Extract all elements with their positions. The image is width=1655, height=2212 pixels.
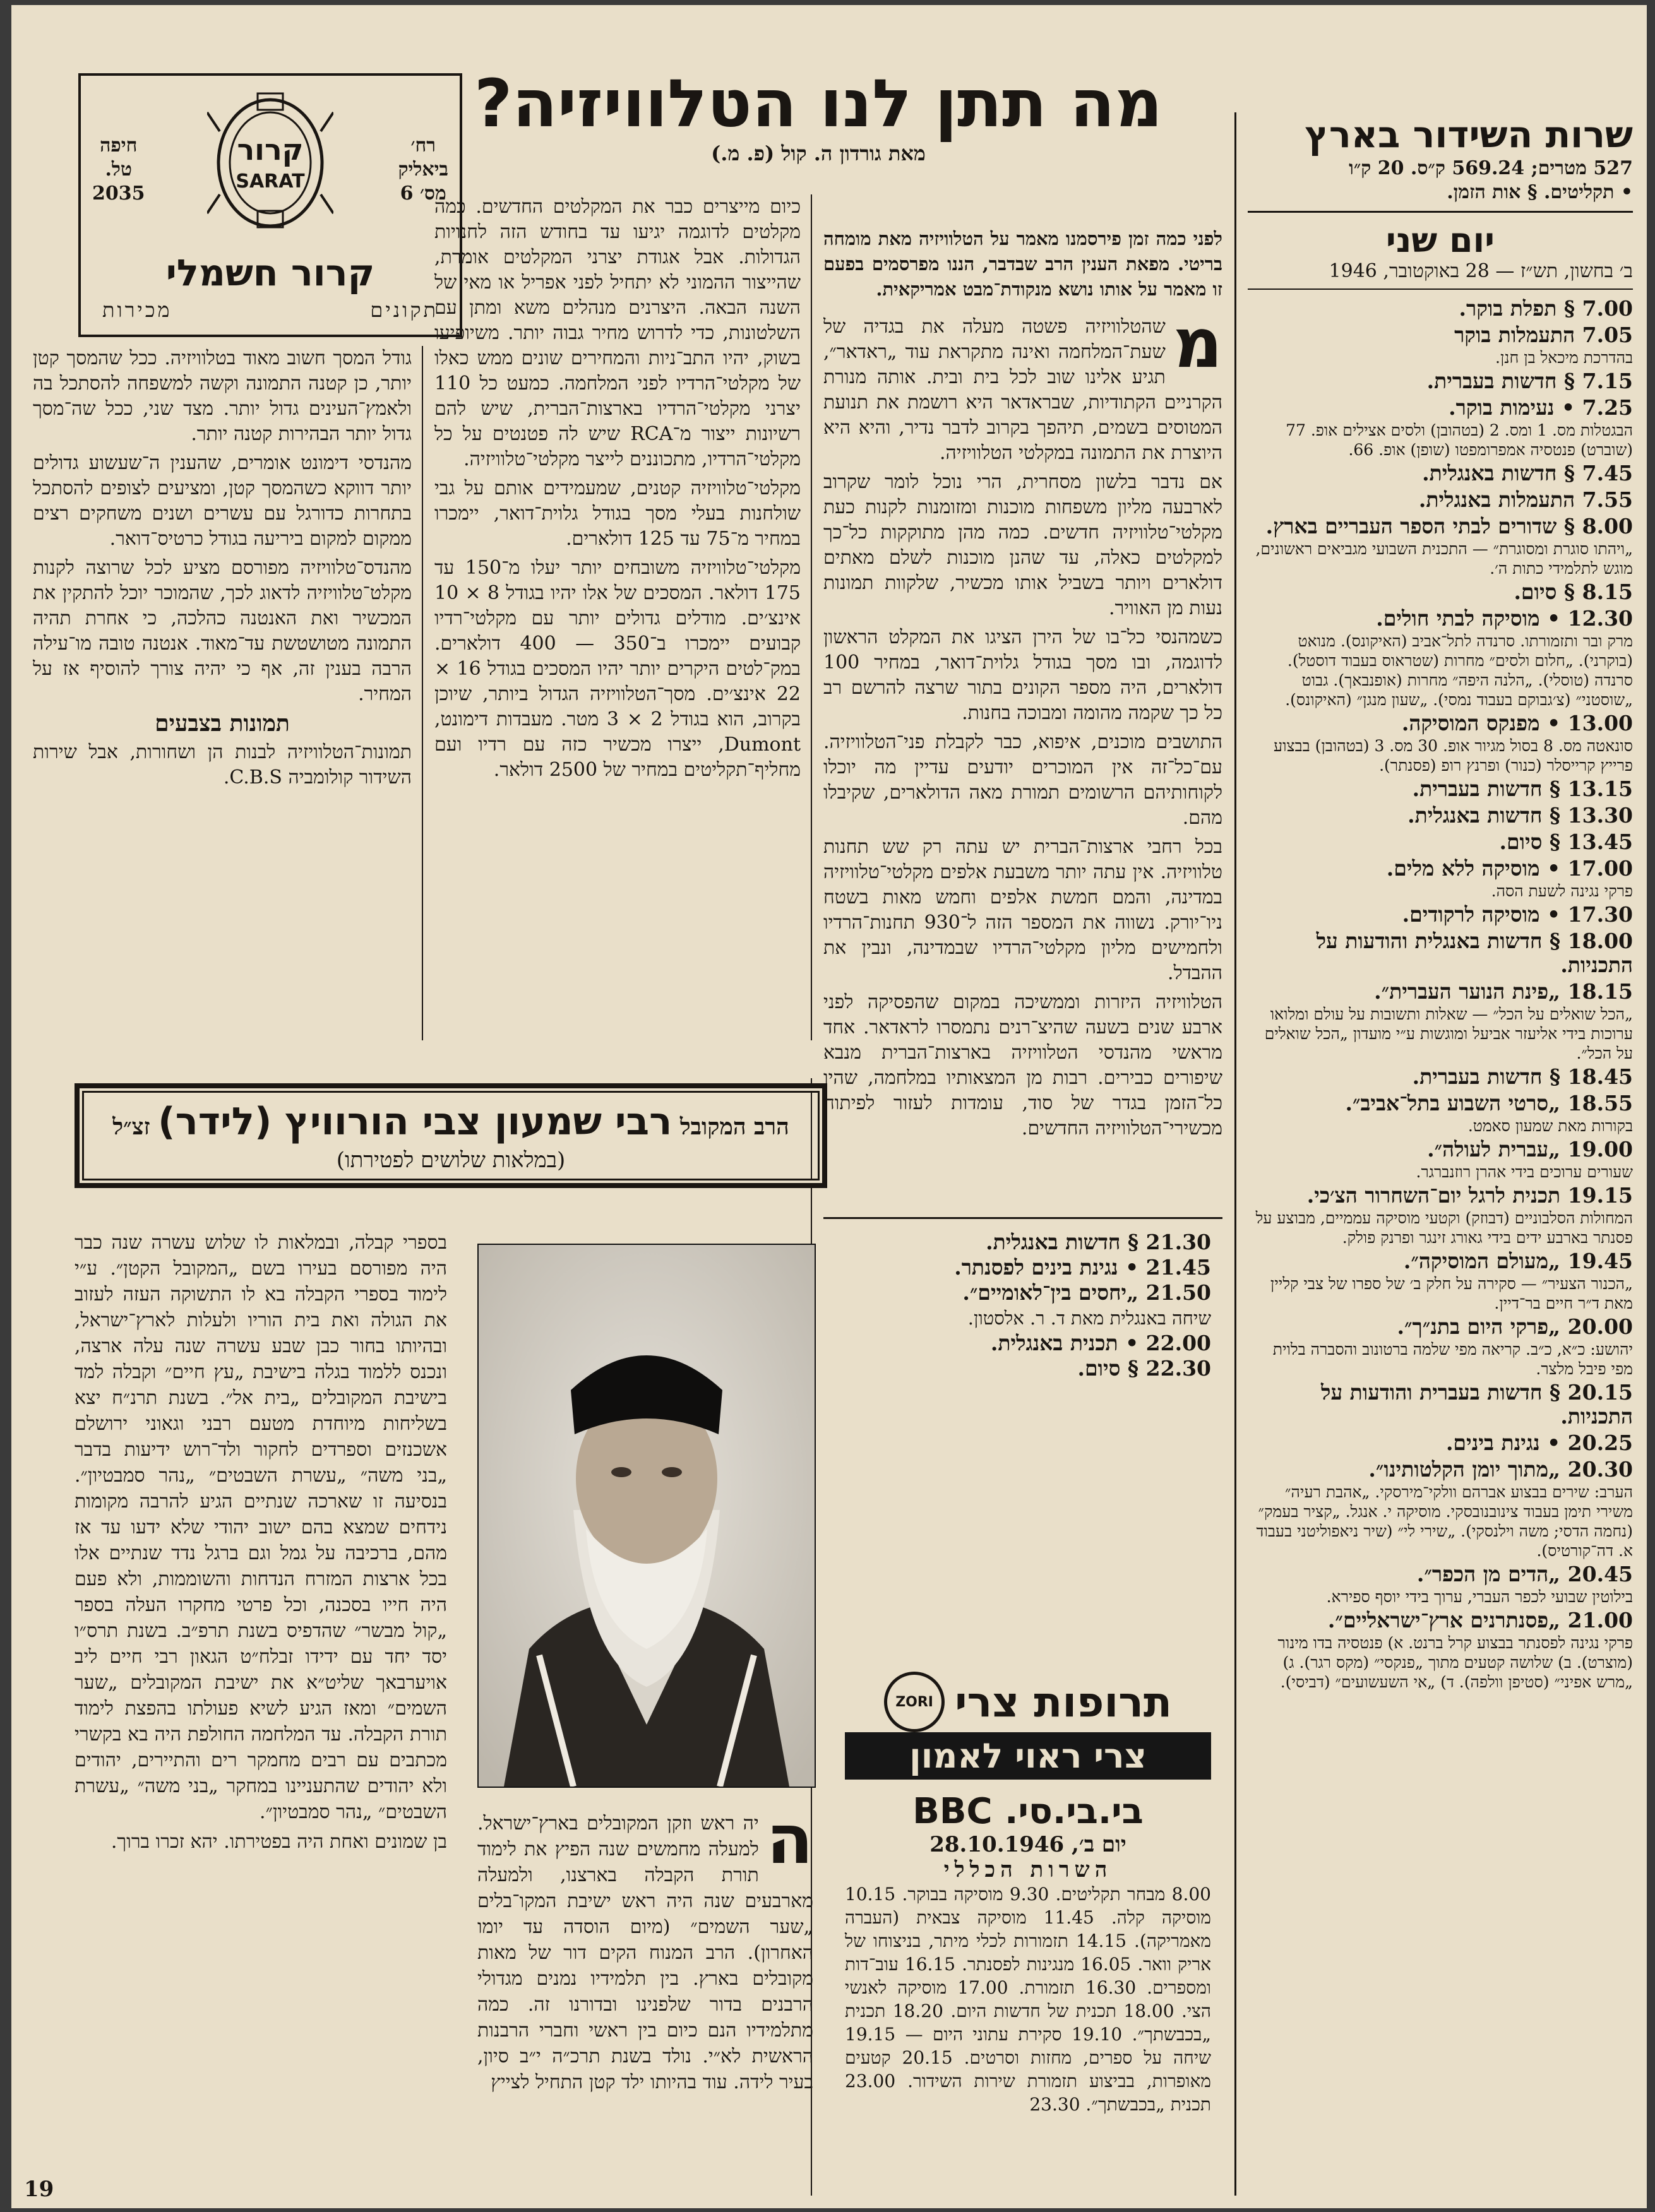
- divider: [1248, 211, 1633, 213]
- newspaper-page: [11, 5, 1647, 2208]
- article-paragraph: תמונות־הטלוויזיה לבנות הן ושחורות, אבל שירות השידור קולומביה C.B.S.: [33, 741, 412, 788]
- schedule-item-description: סונאטה מס. 8 בסול מגיור אופ. 30 מס. 3 (בטהובן) בבצוע פרייץ קרייסלר (כנור) ופרנץ רופ (פסנתר).: [1273, 737, 1633, 775]
- schedule-item-description: „הכנור הצעיר״ — סקירה על חלק ב׳ של ספרו של צבי קליין מאת ד״ר חיים בר־דיין.: [1270, 1275, 1633, 1312]
- schedule-item-title: 7.25 • נעימות בוקר.: [1449, 395, 1633, 420]
- obituary-suffix: זצ״ל: [112, 1114, 150, 1140]
- schedule-item-title: 21.00 „פסנתרנים ארץ־ישראליים״.: [1327, 1608, 1633, 1632]
- evening-item: 21.30 § חדשות באנגלית.: [986, 1230, 1211, 1254]
- ad-phone: [92, 134, 145, 206]
- schedule-item-description: בילוטין שבועי לכפר העברי, ערוך בידי יוסף ספירא.: [1326, 1588, 1633, 1606]
- ad-city: חיפה: [100, 134, 138, 157]
- schedule-item: [1248, 930, 1633, 978]
- article-paragraph: מהנדסי דימונט אומרים, שהענין ה־שעשוע גדולים יותר דווקא כשהמסך קטן, ומציעים לצופים להסתכל בתחרות כדורגל עם עשרים ושנים משחקים רצים ממקום למקום ביריעה בגודל כרטיס־דואר.: [33, 452, 412, 550]
- schedule-item: [1248, 515, 1633, 578]
- schedule-item: [1248, 1066, 1633, 1090]
- schedule-item-title: 13.45 § סיום.: [1499, 830, 1633, 854]
- evening-item: 21.45 • נגינת בינים לפסנתר.: [954, 1255, 1211, 1280]
- schedule-item-title: 17.30 • מוסיקה לרקודים.: [1402, 902, 1633, 927]
- ad-zori-logo-icon: [884, 1672, 945, 1732]
- article-paragraph: גודל המסך חשוב מאוד בטלוויזיה. ככל שהמסך קטן יותר, כן קטנה התמונה וקשה למשפחה להסתכל בה ולאמץ־העינים גדול יותר. מצד שני, ככל שה־מסך גדול יותר הבהירות קטנה יותר.: [33, 347, 412, 445]
- ad-zori-slogan: צרי ראוי לאמון: [845, 1732, 1211, 1780]
- schedule-item-title: 18.55 „סרטי השבוע בתל־אביב״.: [1345, 1091, 1633, 1115]
- schedule-item: [1248, 980, 1633, 1063]
- article-paragraph: כיום מייצרים כבר את המקלטים החדשים. כמה מקלטים לדוגמה יגיעו עד בחודש הזה לחנויות הגדולות. אבל אגודת יצרני המקלטים אומרת, שהייצור ההמוני לא יתחיל לפני אפריל או מאי של השנה הבאה. היצרנים מנהלים משא ומתן עם השלטונות, כדי לדרוש מחיר גבוה יותר. משיופיעו בשוק, יהיו התב־ניות והמחירים שונים ממש כאלו של מקלטי־הרדיו לפני המלחמה. כמעט כל 110 יצרני מקלטי־הרדיו בארצות־הברית, שיש להם רשיונות ייצור מ־RCA שיש לה פטנטים על כל מקלטי־הרדיו, מתכוננים לייצר מקלטי־טלוויזיה.: [434, 196, 801, 470]
- schedule-item-title: 18.45 § חדשות בעברית.: [1412, 1064, 1633, 1089]
- column-rule: [811, 194, 812, 1040]
- article-paragraph: מקלטי־טלוויזיה משובחים יותר יעלו מ־150 עד 175 דולאר. המסכים של אלו יהיו בגודל 8 × 10 אינצ׳ים. מודלים גדולים יותר עם מקלטי־רדיו קבועים יימכרו ב־350 — 400 דולארים. במק־לטים היקרים יותר יהיו המסכים בגודל 16 × 22 אינצ׳ים. מסך־הטלוויזיה הגדול ביותר, שיוכן בקרוב, הוא בגודל 2 × 3 מטר. מעבדות דימונט, Dumont, ייצרו מכשיר כזה עם רדיו ועם מחליף־תקליטים במחיר של 2500 דולאר.: [434, 557, 801, 781]
- schedule-item: [1248, 804, 1633, 828]
- article-column-2: [434, 194, 801, 1040]
- schedule-item-description: בהדרכת מיכאל בן חנן.: [1495, 348, 1633, 367]
- schedule-item-title: 13.30 § חדשות באנגלית.: [1407, 803, 1633, 828]
- ad-zori-bbc: [845, 1672, 1211, 2116]
- evening-item: 21.50 „יחסים בין־לאומיים״.: [962, 1280, 1211, 1305]
- schedule-item-description: „ויהתו סוגרת ומסוגרת״ — התכנית השבועי מגביאים ראשונים, מוגש לתלמידי כתות ה׳.: [1255, 540, 1633, 578]
- schedule-item: [1248, 581, 1633, 605]
- schedule-item: [1248, 1563, 1633, 1607]
- divider: [1248, 288, 1633, 290]
- obituary-paragraph: יה ראש וזקן המקובלים בארץ־ישראל. למעלה מחמשים שנה הפיץ את לימוד תורת הקבלה בארצנו, ולמעלה מארבעים שנה היה ראש ישיבת המקו־בלים „שער השמים״ (מיום הוסדה עד יומו האחרון). הרב המנוח הקים דור של מאות מקובלים בארץ. בין תלמידיו נמנים מגדולי הרבנים בדור שלפנינו ובדורנו זה. כמה מתלמידיו הנם כיום בין ראשי וחברי הרבנות הראשית לא״י. נולד בשנת תרכ״ה י״ב סיון, בעיר לידה. עוד בהיותו ילד קטן התחיל לצייץ: [477, 1812, 813, 2093]
- schedule-item-description: הבגטלות מס. 1 ומס. 2 (בטהובן) ולסים אצילים אופ. 77 (שוברט) פנטסיה אמפרומפטו (שופן) אופ. 66.: [1286, 421, 1633, 459]
- schedule-column: [1248, 112, 1633, 2196]
- schedule-item: [1248, 1432, 1633, 1456]
- schedule-item: [1248, 1138, 1633, 1182]
- schedule-item: [1248, 1250, 1633, 1313]
- schedule-item: [1248, 489, 1633, 513]
- obituary-prefix: הרב המקובל: [679, 1114, 789, 1140]
- schedule-item-title: 20.45 „הדים מן הכפר״.: [1416, 1562, 1633, 1586]
- schedule-item-description: פרקי נגינה לפסנתר בבצוע קרל ברנט. א) פנטסיה בדו מינור (מוצרט). ב) שלושה קטעים מתוך „פנקסי״ (מקס רגר). ג) „מרש אפיני״ (סטיפן וולפה). ד) „אי השעשועים״ (דביסי).: [1277, 1634, 1633, 1691]
- obituary-column-left: [477, 1811, 813, 2196]
- evening-item: 22.30 § סיום.: [1077, 1356, 1211, 1381]
- column-rule: [1234, 112, 1236, 2196]
- ad-zori-logo-text: ZORI: [895, 1694, 933, 1710]
- schedule-item-description: יהושע: כ״א, כ״ב. קריאה מפי שלמה ברטונוב והסברה בלוית מפי פיבל מלצר.: [1272, 1340, 1633, 1378]
- ad-logo-text: קרור: [237, 133, 304, 167]
- obituary-subtitle: (במלאות שלושים לפטירתו): [336, 1148, 566, 1173]
- ad-phone-label: טל.: [105, 158, 133, 181]
- ad-tag-repairs: תקונים: [370, 298, 438, 322]
- rabbi-photo: [477, 1244, 816, 1788]
- schedule-item: [1248, 462, 1633, 486]
- schedule-item-description: הערב: שירים בבצוע אברהם וולקי־מירסקי. „אהבת רעיה״ משירי תימן בעבוד צינובנובסקי. מוסיקה י. אנגל. „קציר בעמק״ (נחמה הדסי; משה וילנסקי). „שירי לי״ (שיר ניאפוליטני בעבוד א. דה־קורטיס).: [1256, 1483, 1633, 1560]
- schedule-item-title: 20.15 § חדשות בעברית והודעות על התכניות.: [1321, 1380, 1633, 1429]
- article-byline: מאת גורדון ה. קול (פ. מ.): [711, 141, 926, 165]
- article-paragraph: אם נדבר בלשון מסחרית, הרי נוכל לומר שקרוב לארבעה מליון משפחות מוכנות ומזומנות לקנות כעת מקלטי־טלוויזיה חדשים. כמה מהן מתוקקות כל־כך למקלטים כאלה, עד שהנן מוכנות לשלם מאתים דולארים ויותר בשביל אותו מכשיר, שלקוות תמונות נעות מן האוויר.: [823, 471, 1222, 619]
- schedule-item: [1248, 396, 1633, 460]
- schedule-item: [1248, 370, 1633, 394]
- schedule-item-title: 19.00 „עברית לעולה״.: [1427, 1137, 1633, 1162]
- dropcap: מ: [1173, 304, 1222, 383]
- evening-schedule: [832, 1230, 1211, 1381]
- schedule-item: [1248, 712, 1633, 775]
- obituary-header-box: [75, 1083, 827, 1188]
- article-paragraph: הטלוויזיה היזרות וממשיכה במקום שהפסיקה לפני ארבע שנים בשעה שהיצ־רנים נתמסרו לראדאר. אחד מראשי מהנדסי הטלוויזיה בארצות־הברית מנבא שיפורים כבירים. רבות מן המצאותיו במלחמה, שהיו כל־הזמן בגדר של סוד, עומדות לעזור לפיתוח מכשירי־הטלוויזיה החדשים.: [823, 991, 1222, 1139]
- schedule-item-title: 20.25 • נגינת בינים.: [1445, 1430, 1633, 1455]
- subheading-color: תמונות בצבעים: [155, 710, 290, 737]
- schedule-item: [1248, 1184, 1633, 1247]
- schedule-item-title: 13.15 § חדשות בעברית.: [1412, 776, 1633, 801]
- schedule-item-description: בקורות מאת שמעון סאמט.: [1467, 1117, 1633, 1135]
- schedule-item: [1248, 1458, 1633, 1561]
- schedule-list: [1248, 297, 1633, 1692]
- schedule-item: [1248, 297, 1633, 321]
- article-intro: לפני כמה זמן פירסמנו מאמר על הטלוויזיה מאת מומחה בריטי. מפאת הענין הרב שבדבר, הננו מפרסמים בפעם זו מאמר על אותו נושא מנקודת־מבט אמריקאית.: [823, 228, 1222, 300]
- schedule-item-description: שעורים ערוכים בידי אהרן רוזנברגר.: [1416, 1163, 1633, 1181]
- schedule-item: [1248, 903, 1633, 927]
- schedule-item-title: 7.55 התעמלות באנגלית.: [1418, 487, 1633, 512]
- ad-street-number: מס׳ 6: [400, 182, 446, 205]
- schedule-day: יום שני: [1385, 220, 1495, 260]
- schedule-item-title: 12.30 • מוסיקה לבתי חולים.: [1376, 606, 1633, 631]
- schedule-item-title: 13.00 • מפנקס המוסיקה.: [1401, 711, 1633, 735]
- schedule-item-description: המחולות הסלבוניים (דבוזק) וקטעי מוסיקה עממיים, מבוצע על פסנתר בארבע ידים בידי גאורג זינגר ופרנק פולק.: [1255, 1209, 1633, 1247]
- schedule-date: ב׳ בחשון, תש״ז — 28 באוקטובר, 1946: [1329, 260, 1633, 282]
- schedule-item-title: 18.15 „פינת הנוער העברית״.: [1374, 979, 1633, 1004]
- article-title: מה תתן לנו הטלוויזיה?: [474, 65, 1162, 142]
- ad-street-label: רח׳: [410, 134, 436, 157]
- schedule-item-title: 19.45 „מעולם המוסיקה״.: [1403, 1249, 1633, 1273]
- schedule-item-title: 7.45 § חדשות באנגלית.: [1422, 461, 1633, 485]
- ad-zori-header: [845, 1672, 1211, 1732]
- schedule-item-description: „הכל שואלים על הכל״ — שאלות ותשובות על עולם ומלואו ערוכות בידי אליעזר אביעל ומוגשות ע״י מועדון „הכל שואלים על הכל״.: [1264, 1005, 1633, 1062]
- evening-item: 22.00 • תכנית באנגלית.: [990, 1331, 1211, 1355]
- ad-tag-sales: מכירות: [102, 298, 172, 322]
- bbc-section: השרות הכללי: [943, 1857, 1113, 1882]
- schedule-item-title: 7.05 התעמלות בוקר: [1454, 323, 1633, 347]
- schedule-item: [1248, 1092, 1633, 1136]
- schedule-item-title: 20.00 „פרקי היום בתנ״ך״.: [1397, 1314, 1633, 1339]
- article-header: [414, 66, 1222, 165]
- schedule-item-title: 18.00 § חדשות באנגלית והודעות על התכניות.: [1316, 929, 1633, 977]
- schedule-item: [1248, 607, 1633, 710]
- page-number: 19: [24, 2177, 54, 2202]
- obituary-heading: [80, 1100, 822, 1144]
- article-paragraph: התושבים מוכנים, איפוא, כבר לקבלת פני־הטלוויזיה. עם־כל־זה אין המוכרים יודעים עדיין מה יוכלו לקוחותיהם הרשומים תמורת מאה הדולארים, שקיבלו מהם.: [823, 731, 1222, 829]
- obituary-closing: בן שמונים ואחת היה בפטירתו. יהא זכרו ברוך.: [111, 1831, 447, 1853]
- column-rule: [422, 346, 423, 1040]
- schedule-item-title: 7.15 § חדשות בעברית.: [1426, 369, 1633, 393]
- article-paragraph: כשמהנסי כל־בו של הירן הציגו את המקלט הראשון לדוגמה, ובו מסך בגודל גלוית־דואר, במחיר 100 דולארים, היה מספר הקונים בתור שרצה להרשם רב כל כך שקמה מהומה ומבוכה בחנות.: [823, 626, 1222, 724]
- schedule-title: שרות השידור בארץ: [1305, 113, 1633, 156]
- schedule-item-title: 8.00 § שדורים לבתי הספר העבריים בארץ.: [1265, 514, 1633, 538]
- schedule-item: [1248, 831, 1633, 855]
- schedule-item-description: פרקי נגינה לשעת הסה.: [1491, 882, 1633, 900]
- bbc-title: בי.בי.סי. BBC: [912, 1791, 1144, 1832]
- obituary-column-right: [75, 1230, 447, 2196]
- schedule-legend: • תקליטים. § אות הזמן.: [1447, 181, 1633, 203]
- schedule-item: [1248, 778, 1633, 802]
- ad-street: ביאליק: [398, 158, 448, 181]
- schedule-item-title: 20.30 „מתוך יומן הקלטותינו״.: [1368, 1457, 1633, 1482]
- ad-zori-brand: תרופות צרי: [955, 1677, 1172, 1727]
- schedule-item-title: 19.15 תכנית לרגל יום־השחרור הצ׳כי.: [1306, 1183, 1633, 1208]
- article-paragraph: מהנדס־טלוויזיה מפורסם מציע לכל שרוצה לקנות מקלט־טלוויזיה לדאוג לכך, שהמוכר יוכל להתקין את המכשיר ואת האנטנה כהלכה, כי אחרת תהיה התמונה מטושטשת עד־מאוד. אנטנה טובה מו־עילה הרבה בענין זה, אף כי יהיה צורך להוסיף אז על המחיר.: [33, 557, 412, 705]
- schedule-item-description: מרק ובר ותזמורתו. סרנדה לתל־אביב (האיקונס). מנואט (בוקרני). „חלום ולסים״ מחרות (שטראוס בעבוד דוסטל). סרנדה (טוסלי). „הלנה היפה״ מחרות (אופנבאך). גבוט „שוסטני״ (צ׳גבוקם בעבוד נמסי). „שעון מנגן״ (האיקונס).: [1285, 632, 1633, 709]
- evening-item: שיחה באנגלית מאת ד. ר. אלסטון.: [967, 1307, 1211, 1329]
- article-column-1: [823, 226, 1222, 1204]
- schedule-frequency: 527 מטרים; 569.24 ק״ס. 20 ק״ו: [1349, 157, 1633, 179]
- article-paragraph: שהטלוויזיה פשטה מעלה את בגדיה של שעת־המלחמה ואינה מתקראת עוד „ראדאר״, תגיע אלינו שוב לכל בית ובית. אותה מנורת הקרניים הקתודיות, שבראדאר היא רושמת את תנועת המטוסים בשמים, תיהפך בקרוב לדבר נדיר, והיא היא היוצרת את התמונה במקלטי הטלוויזיה.: [823, 316, 1222, 464]
- schedule-item: [1248, 857, 1633, 901]
- section-rule: [823, 1217, 1222, 1219]
- article-column-3: [33, 346, 412, 1040]
- schedule-item: [1248, 1609, 1633, 1692]
- ad-business-name: קרור חשמלי: [165, 251, 375, 294]
- bbc-schedule: 8.00 מבחר תקליטים. 9.30 מוסיקה בבוקר. 10.15 מוסיקה קלה. 11.45 מוסיקה צבאית (העברה מאמריקה). 14.15 תזמורות לכלי מיתר, בניצוחו של אריק וואר. 16.05 מנגינות לפסנתר. 16.15 עוב־דות ומספרים. 16.30 תזמורת. 17.00 מוסיקה לאנשי הצי. 18.00 תכנית של חדשות היום. 18.20 תכנית „בכבשתך״. 19.10 סקירת עתוני היום — 19.15 שיחה על ספרים, מחזות וסרטים. 20.15 קטעים מאופרות, בביצוע תזמורת שירות השידור. 23.00 תכנית „בכבשתך״. 23.30: [845, 1884, 1212, 2115]
- ad-logo-sub: SARAT: [236, 170, 305, 193]
- obituary-paragraph: בספרי קבלה, ובמלאות לו שלוש עשרה שנה כבר היה מפורסם בעירו בשם „המקובל הקטן״. ע״י לימוד בספרי הקבלה בא לו התשוקה העזה לעזוב את הגולה ואת בית הוריו ולעלות לארץ־ישראל, ובהיותו בחור כבן שבע עשרה שנה עלה ארצה, ונכנס ללמוד בגלה בישיבת „עץ חיים״ וקבלה למד בישיבת המקובלים „בית אל״. בשנת תרנ״ח יצא בשליחות מיוחדת מטעם רבני וגאוני ירושלם אשכנזים וספרדים לחקור ולד־רוש ידיעות בדבר „בני משה״ „עשרת השבטים״ „נהר סמבטיון״. בנסיעה זו שארכה שנתיים הגיע להרבה מקומות נידחים שמצא בהם ישוב יהודי שלא ידעו עד אז מהם, ברכיבה על גמל וגם ברגל נדד שנתיים אלו בכל ארצות המזרח הנדחות והשוממות, ולא פעם היה חייו בסכנה, וכל פרטי מחקרו העלה בספר „קול מבשר״ שהדפיס בשנת תרפ״ב. בשנת תרס״ו יסד יחד עם ידידו זבלח״ט הגאון רבי חיים ליב אויערבאך שליט״א את ישיבת המקובלים „שער השמים״ ומאז הגיע לשיא פעולתו בהפצת לימוד תורת הקבלה. עד המלחמה החולפת היה בא בקשרי מכתבים עם רבים מחמקר רים והתיירים, יהודים ולא יהודים שהתעניינו במחקר „בני משה״ „עשרת השבטים״ „נהר סמבטיון״.: [75, 1232, 447, 1823]
- schedule-item-title: 7.00 § תפלת בוקר.: [1459, 296, 1633, 321]
- article-paragraph: בכל רחבי ארצות־הברית יש עתה רק שש תחנות טלוויזיה. אין עתה יותר משבעת אלפים מקלטי־טלוויזיה במדינה, והמם חמשת אלפים וחמש מאות בשטח ניו־יורק. נשווה את המספר הזה ל־930 תחנות־הרדיו ולחמישים מליון מקלטי־הרדיו שבמדינה, ונבין את ההבדל.: [823, 836, 1222, 984]
- schedule-item: [1248, 324, 1633, 367]
- bbc-date: יום ב׳, 28.10.1946: [929, 1832, 1126, 1857]
- schedule-item: [1248, 1316, 1633, 1379]
- schedule-item: [1248, 1381, 1633, 1429]
- ad-electric: [78, 73, 462, 337]
- schedule-item-title: 17.00 • מוסיקה ללא מלים.: [1386, 856, 1633, 881]
- obituary-dropcap: ה: [766, 1811, 813, 1879]
- ad-phone-number: 2035: [92, 182, 145, 205]
- obituary-name: רבי שמעון צבי הורוויץ (לידר): [158, 1100, 672, 1144]
- article-paragraph: מקלטי־טלוויזיה קטנים, שמעמידים אותם על גבי שולחנות בעלי מסך בגודל גלוית־דואר, יימכרו במחיר מ־75 עד 125 דולארים.: [434, 477, 801, 550]
- portrait-image: [479, 1245, 815, 1787]
- schedule-item-title: 8.15 § סיום.: [1514, 580, 1633, 604]
